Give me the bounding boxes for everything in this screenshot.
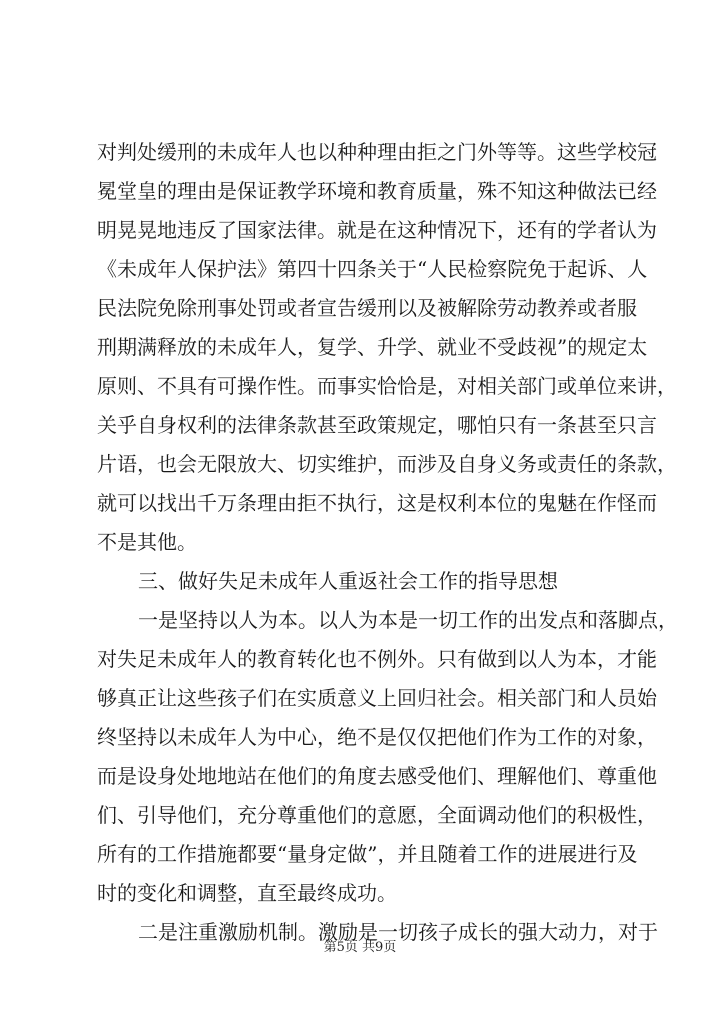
text-line: 就可以找出千万条理由拒不执行，这是权利本位的鬼魅在作怪而 (97, 491, 657, 515)
text-line: 而是设身处地地站在他们的角度去感受他们、理解他们、尊重他 (97, 764, 657, 788)
text-line: 时的变化和调整，直至最终成功。 (97, 881, 397, 905)
text-line: 终坚持以未成年人为中心，绝不是仅仅把他们作为工作的对象， (97, 725, 657, 749)
text-line: 不是其他。 (97, 530, 197, 554)
page-number: 第5页 共9页 (323, 940, 397, 955)
text-line: 片语，也会无限放大、切实维护，而涉及自身义务或责任的条款， (97, 452, 677, 476)
text-line: 二是注重激励机制。激励是一切孩子成长的强大动力，对于 (138, 920, 658, 944)
text-line: 明晃晃地违反了国家法律。就是在这种情况下，还有的学者认为 (97, 218, 657, 242)
text-line: 《未成年人保护法》第四十四条关于“人民检察院免于起诉、人 (97, 257, 648, 281)
text-line: 对失足未成年人的教育转化也不例外。只有做到以人为本，才能 (97, 647, 657, 671)
text-line: 一是坚持以人为本。以人为本是一切工作的出发点和落脚点， (138, 608, 678, 632)
text-line: 刑期满释放的未成年人，复学、升学、就业不受歧视”的规定太 (97, 335, 648, 359)
text-line: 对判处缓刑的未成年人也以种种理由拒之门外等等。这些学校冠 (97, 140, 657, 164)
text-line: 民法院免除刑事处罚或者宣告缓刑以及被解除劳动教养或者服 (97, 296, 637, 320)
text-line: 们、引导他们，充分尊重他们的意愿，全面调动他们的积极性， (97, 803, 657, 827)
text-line: 原则、不具有可操作性。而事实恰恰是，对相关部门或单位来讲， (97, 374, 677, 398)
text-line: 冕堂皇的理由是保证教学环境和教育质量，殊不知这种做法已经 (97, 179, 657, 203)
text-line: 够真正让这些孩子们在实质意义上回归社会。相关部门和人员始 (97, 686, 657, 710)
text-line: 关乎自身权利的法律条款甚至政策规定，哪怕只有一条甚至只言 (97, 413, 657, 437)
section-heading: 三、做好失足未成年人重返社会工作的指导思想 (138, 569, 558, 593)
text-line: 所有的工作措施都要“量身定做”，并且随着工作的进展进行及 (97, 842, 638, 866)
